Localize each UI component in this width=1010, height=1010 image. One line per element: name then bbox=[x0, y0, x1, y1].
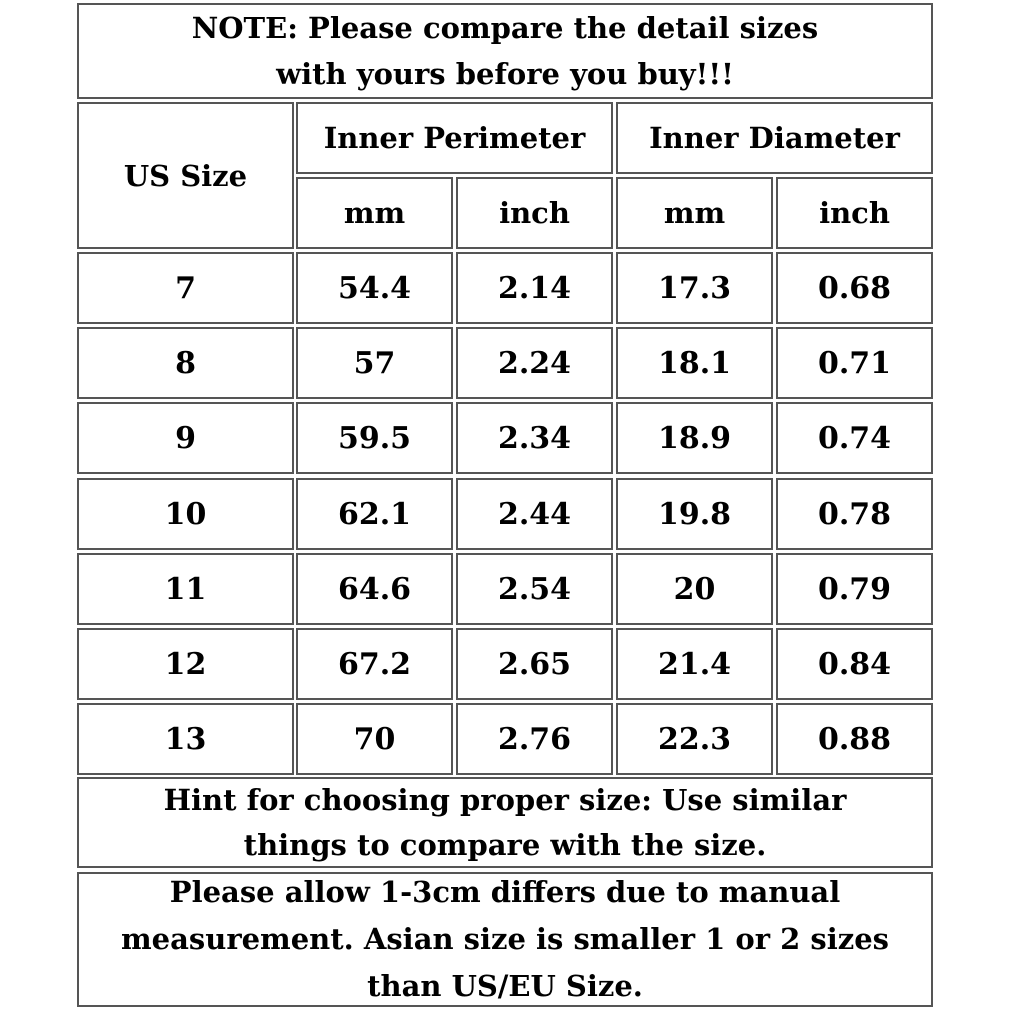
table-cell-perimeter-mm bbox=[296, 252, 453, 324]
table-cell-value: 0.84 bbox=[817, 646, 892, 682]
hint-banner bbox=[77, 777, 933, 868]
table-cell-value: 0.88 bbox=[817, 721, 892, 757]
table-cell-value: 62.1 bbox=[337, 496, 412, 532]
table-cell-value: 17.3 bbox=[657, 270, 732, 306]
header-inner-diameter-label: Inner Diameter bbox=[649, 121, 900, 155]
table-cell-value: 2.24 bbox=[497, 345, 572, 381]
table-cell-value: 0.78 bbox=[817, 496, 892, 532]
table-cell-value: 70 bbox=[353, 721, 396, 757]
note-banner bbox=[77, 3, 933, 99]
note-text bbox=[192, 5, 818, 97]
table-cell-value: 19.8 bbox=[657, 496, 732, 532]
header-perimeter-mm-label: mm bbox=[343, 196, 406, 230]
table-cell-perimeter-mm bbox=[296, 553, 453, 625]
header-us-size bbox=[77, 102, 294, 249]
table-cell-diameter-inch bbox=[776, 402, 933, 474]
table-cell-diameter-mm bbox=[616, 327, 773, 399]
note-line-2: with yours before you buy!!! bbox=[276, 57, 734, 91]
table-cell-value: 7 bbox=[175, 270, 196, 306]
table-cell-us-size bbox=[77, 703, 294, 775]
table-cell-value: 20 bbox=[673, 571, 716, 607]
header-perimeter-inch bbox=[456, 177, 613, 249]
table-cell-value: 57 bbox=[353, 345, 396, 381]
table-cell-diameter-inch bbox=[776, 252, 933, 324]
table-cell-us-size bbox=[77, 628, 294, 700]
table-cell-value: 12 bbox=[164, 646, 207, 682]
header-inner-perimeter-label: Inner Perimeter bbox=[323, 121, 586, 155]
table-cell-diameter-mm bbox=[616, 478, 773, 550]
table-cell-value: 2.34 bbox=[497, 420, 572, 456]
table-cell-perimeter-inch bbox=[456, 478, 613, 550]
table-cell-value: 2.76 bbox=[497, 721, 572, 757]
table-cell-us-size bbox=[77, 478, 294, 550]
table-cell-value: 2.65 bbox=[497, 646, 572, 682]
header-perimeter-inch-label: inch bbox=[499, 196, 570, 230]
table-cell-diameter-inch bbox=[776, 478, 933, 550]
table-cell-value: 0.68 bbox=[817, 270, 892, 306]
table-cell-perimeter-inch bbox=[456, 628, 613, 700]
table-cell-diameter-mm bbox=[616, 553, 773, 625]
table-cell-diameter-mm bbox=[616, 703, 773, 775]
table-cell-perimeter-inch bbox=[456, 553, 613, 625]
table-cell-value: 64.6 bbox=[337, 571, 412, 607]
table-cell-diameter-mm bbox=[616, 402, 773, 474]
allowance-banner bbox=[77, 872, 933, 1007]
table-cell-perimeter-inch bbox=[456, 327, 613, 399]
table-cell-value: 54.4 bbox=[337, 270, 412, 306]
table-cell-value: 10 bbox=[164, 496, 207, 532]
table-cell-us-size bbox=[77, 252, 294, 324]
table-cell-perimeter-mm bbox=[296, 402, 453, 474]
table-cell-value: 59.5 bbox=[337, 420, 412, 456]
table-cell-value: 18.9 bbox=[657, 420, 732, 456]
header-inner-perimeter bbox=[296, 102, 613, 174]
table-cell-perimeter-mm bbox=[296, 628, 453, 700]
table-cell-value: 11 bbox=[164, 571, 207, 607]
header-diameter-inch-label: inch bbox=[819, 196, 890, 230]
table-cell-diameter-inch bbox=[776, 553, 933, 625]
table-cell-diameter-mm bbox=[616, 252, 773, 324]
table-cell-value: 8 bbox=[175, 345, 196, 381]
table-cell-us-size bbox=[77, 327, 294, 399]
table-cell-value: 67.2 bbox=[337, 646, 412, 682]
table-cell-value: 21.4 bbox=[657, 646, 732, 682]
table-cell-perimeter-mm bbox=[296, 478, 453, 550]
table-cell-value: 18.1 bbox=[657, 345, 732, 381]
allowance-text: Please allow 1-3cm differs due to manual measurement. Asian size is smaller 1 or 2 sizes than US/EU Size. bbox=[120, 875, 889, 1003]
table-cell-value: 0.71 bbox=[817, 345, 892, 381]
table-cell-value: 2.44 bbox=[497, 496, 572, 532]
header-us-size-label: US Size bbox=[123, 158, 248, 193]
table-cell-perimeter-inch bbox=[456, 402, 613, 474]
header-inner-diameter bbox=[616, 102, 933, 174]
header-diameter-mm bbox=[616, 177, 773, 249]
table-cell-value: 0.79 bbox=[817, 571, 892, 607]
table-cell-perimeter-mm bbox=[296, 327, 453, 399]
table-cell-value: 13 bbox=[164, 721, 207, 757]
table-cell-value: 22.3 bbox=[657, 721, 732, 757]
table-cell-perimeter-inch bbox=[456, 703, 613, 775]
header-diameter-inch bbox=[776, 177, 933, 249]
table-cell-perimeter-mm bbox=[296, 703, 453, 775]
header-diameter-mm-label: mm bbox=[663, 196, 726, 230]
table-cell-diameter-inch bbox=[776, 628, 933, 700]
table-cell-diameter-inch bbox=[776, 327, 933, 399]
note-line-1: NOTE: Please compare the detail sizes bbox=[191, 11, 819, 45]
hint-text: Hint for choosing proper size: Use similar things to compare with the size. bbox=[163, 782, 847, 862]
table-cell-value: 0.74 bbox=[817, 420, 892, 456]
table-cell-value: 2.14 bbox=[497, 270, 572, 306]
table-cell-perimeter-inch bbox=[456, 252, 613, 324]
table-cell-diameter-inch bbox=[776, 703, 933, 775]
header-perimeter-mm bbox=[296, 177, 453, 249]
table-cell-diameter-mm bbox=[616, 628, 773, 700]
table-cell-us-size bbox=[77, 553, 294, 625]
table-cell-us-size bbox=[77, 402, 294, 474]
table-cell-value: 2.54 bbox=[497, 571, 572, 607]
table-cell-value: 9 bbox=[175, 420, 196, 456]
